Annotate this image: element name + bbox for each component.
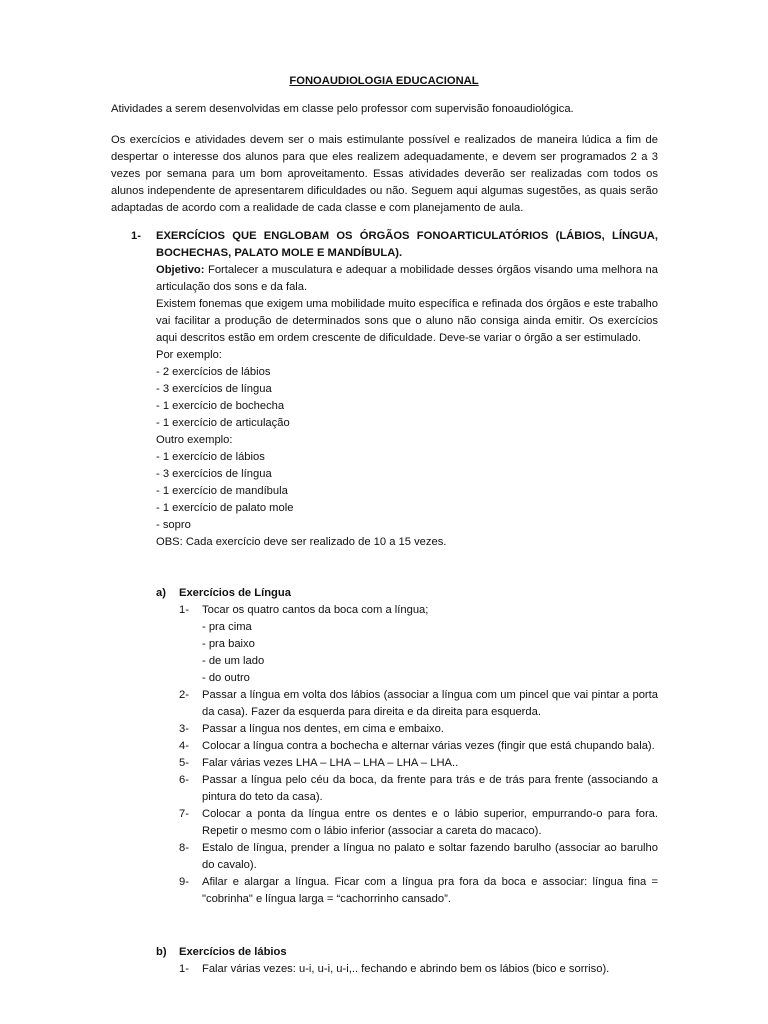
example2-item: - 3 exercícios de língua xyxy=(156,468,272,480)
item-text: Colocar a ponta da língua entre os dentes e o lábio superior, empurrando-o para fora. Repetir o mesmo com o lábio inferior (associar a careta do macaco). xyxy=(202,808,658,837)
item-text: Passar a língua pelo céu da boca, da frente para trás e de trás para frente (associando a pintura do teto da casa). xyxy=(202,774,658,803)
item-text: Estalo de língua, prender a língua no palato e soltar fazendo barulho (associar ao barulho do cavalo). xyxy=(202,842,658,871)
subsection-heading: Exercícios de Língua xyxy=(179,587,291,599)
objective-paragraph xyxy=(156,262,658,296)
example1-label: Por exemplo: xyxy=(156,349,222,361)
item-text: Afilar e alargar a língua. Ficar com a língua pra fora da boca e associar: língua fina = "cobrinha" e língua larga = “cachorrinho cansado”. xyxy=(202,876,658,905)
section-heading: EXERCÍCIOS QUE ENGLOBAM OS ÓRGÃOS FONOARTICULATÓRIOS (LÁBIOS, LÍNGUA, BOCHECHAS, PALATO MOLE E MANDÍBULA). xyxy=(156,230,658,259)
subsection-letter: a) xyxy=(156,587,166,599)
section-body xyxy=(156,262,658,551)
example2-item: - 1 exercício de lábios xyxy=(156,451,265,463)
item-number: 4- xyxy=(179,740,189,752)
description-paragraph: Os exercícios e atividades devem ser o mais estimulante possível e realizados de maneira lúdica a fim de despertar o interesse dos alunos para que eles realizem adequadamente, e devem ser programados 2 a 3 vezes por semana para um bom aproveitamento. Essas atividades deverão ser realizadas com todos os alunos independente de apresentarem dificuldades ou não. Seguem aqui algumas sugestões, as quais serão adaptadas de acordo com a realidade de cada classe e com planejamento de aula. xyxy=(111,134,658,214)
example2-item: - 1 exercício de palato mole xyxy=(156,502,294,514)
example1-item: - 1 exercício de articulação xyxy=(156,417,290,429)
item-number: 2- xyxy=(179,689,189,701)
list-item xyxy=(179,772,658,806)
list-item xyxy=(179,602,658,687)
item-number: 5- xyxy=(179,757,189,769)
example1-item: - 2 exercícios de lábios xyxy=(156,366,271,378)
item-option: - pra cima xyxy=(202,621,252,633)
example1-item: - 3 exercícios de língua xyxy=(156,383,272,395)
example1-item: - 1 exercício de bochecha xyxy=(156,400,285,412)
subsection-letter: b) xyxy=(156,946,167,958)
item-text: Falar várias vezes LHA – LHA – LHA – LHA – LHA.. xyxy=(202,757,459,769)
subsection-heading: Exercícios de lábios xyxy=(179,946,287,958)
item-number: 1- xyxy=(179,604,189,616)
list-item xyxy=(179,687,658,721)
example2-item: - sopro xyxy=(156,519,191,531)
item-number: 7- xyxy=(179,808,189,820)
list-item xyxy=(179,738,658,755)
item-number: 9- xyxy=(179,876,189,888)
list-item xyxy=(179,806,658,840)
example2-item: - 1 exercício de mandíbula xyxy=(156,485,288,497)
subsection-lingua xyxy=(111,585,658,908)
item-number: 8- xyxy=(179,842,189,854)
item-option: - do outro xyxy=(202,672,250,684)
exercise-list xyxy=(179,602,658,908)
intro-paragraph: Atividades a serem desenvolvidas em classe pelo professor com supervisão fonoaudiológica. xyxy=(111,103,574,115)
section-fonoarticulatorios xyxy=(111,228,658,551)
item-number: 3- xyxy=(179,723,189,735)
list-item xyxy=(179,961,658,978)
exercise-list xyxy=(179,961,658,978)
item-option: - pra baixo xyxy=(202,638,255,650)
objective-label: Objetivo: xyxy=(156,264,205,276)
list-item xyxy=(179,721,658,738)
list-item xyxy=(179,840,658,874)
section-description: Existem fonemas que exigem uma mobilidade muito específica e refinada dos órgãos e este trabalho vai facilitar a produção de determinados sons que o aluno não consiga ainda emitir. Os exercícios aqui descritos estão em ordem crescente de dificuldade. Deve-se variar o órgão a ser estimulado. xyxy=(156,298,658,344)
list-item xyxy=(179,874,658,908)
item-text: Passar a língua nos dentes, em cima e embaixo. xyxy=(202,723,444,735)
page-title: FONOAUDIOLOGIA EDUCACIONAL xyxy=(289,75,479,87)
item-option: - de um lado xyxy=(202,655,265,667)
objective-text: Fortalecer a musculatura e adequar a mobilidade desses órgãos visando uma melhora na articulação dos sons e da fala. xyxy=(156,264,658,293)
section-number: 1- xyxy=(131,230,141,242)
item-text: Falar várias vezes: u-i, u-i, u-i,.. fechando e abrindo bem os lábios (bico e sorriso). xyxy=(202,963,610,975)
item-number: 6- xyxy=(179,774,189,786)
item-text: Tocar os quatro cantos da boca com a língua; xyxy=(202,604,429,616)
list-item xyxy=(179,755,658,772)
subsection-labios xyxy=(111,944,658,978)
item-text: Colocar a língua contra a bochecha e alternar várias vezes (fingir que está chupando bala). xyxy=(202,740,655,752)
example2-label: Outro exemplo: xyxy=(156,434,233,446)
obs-note: OBS: Cada exercício deve ser realizado de 10 a 15 vezes. xyxy=(156,536,447,548)
item-text: Passar a língua em volta dos lábios (associar a língua com um pincel que vai pintar a porta da casa). Fazer da esquerda para direita e da direita para esquerda. xyxy=(202,689,658,718)
item-number: 1- xyxy=(179,963,189,975)
